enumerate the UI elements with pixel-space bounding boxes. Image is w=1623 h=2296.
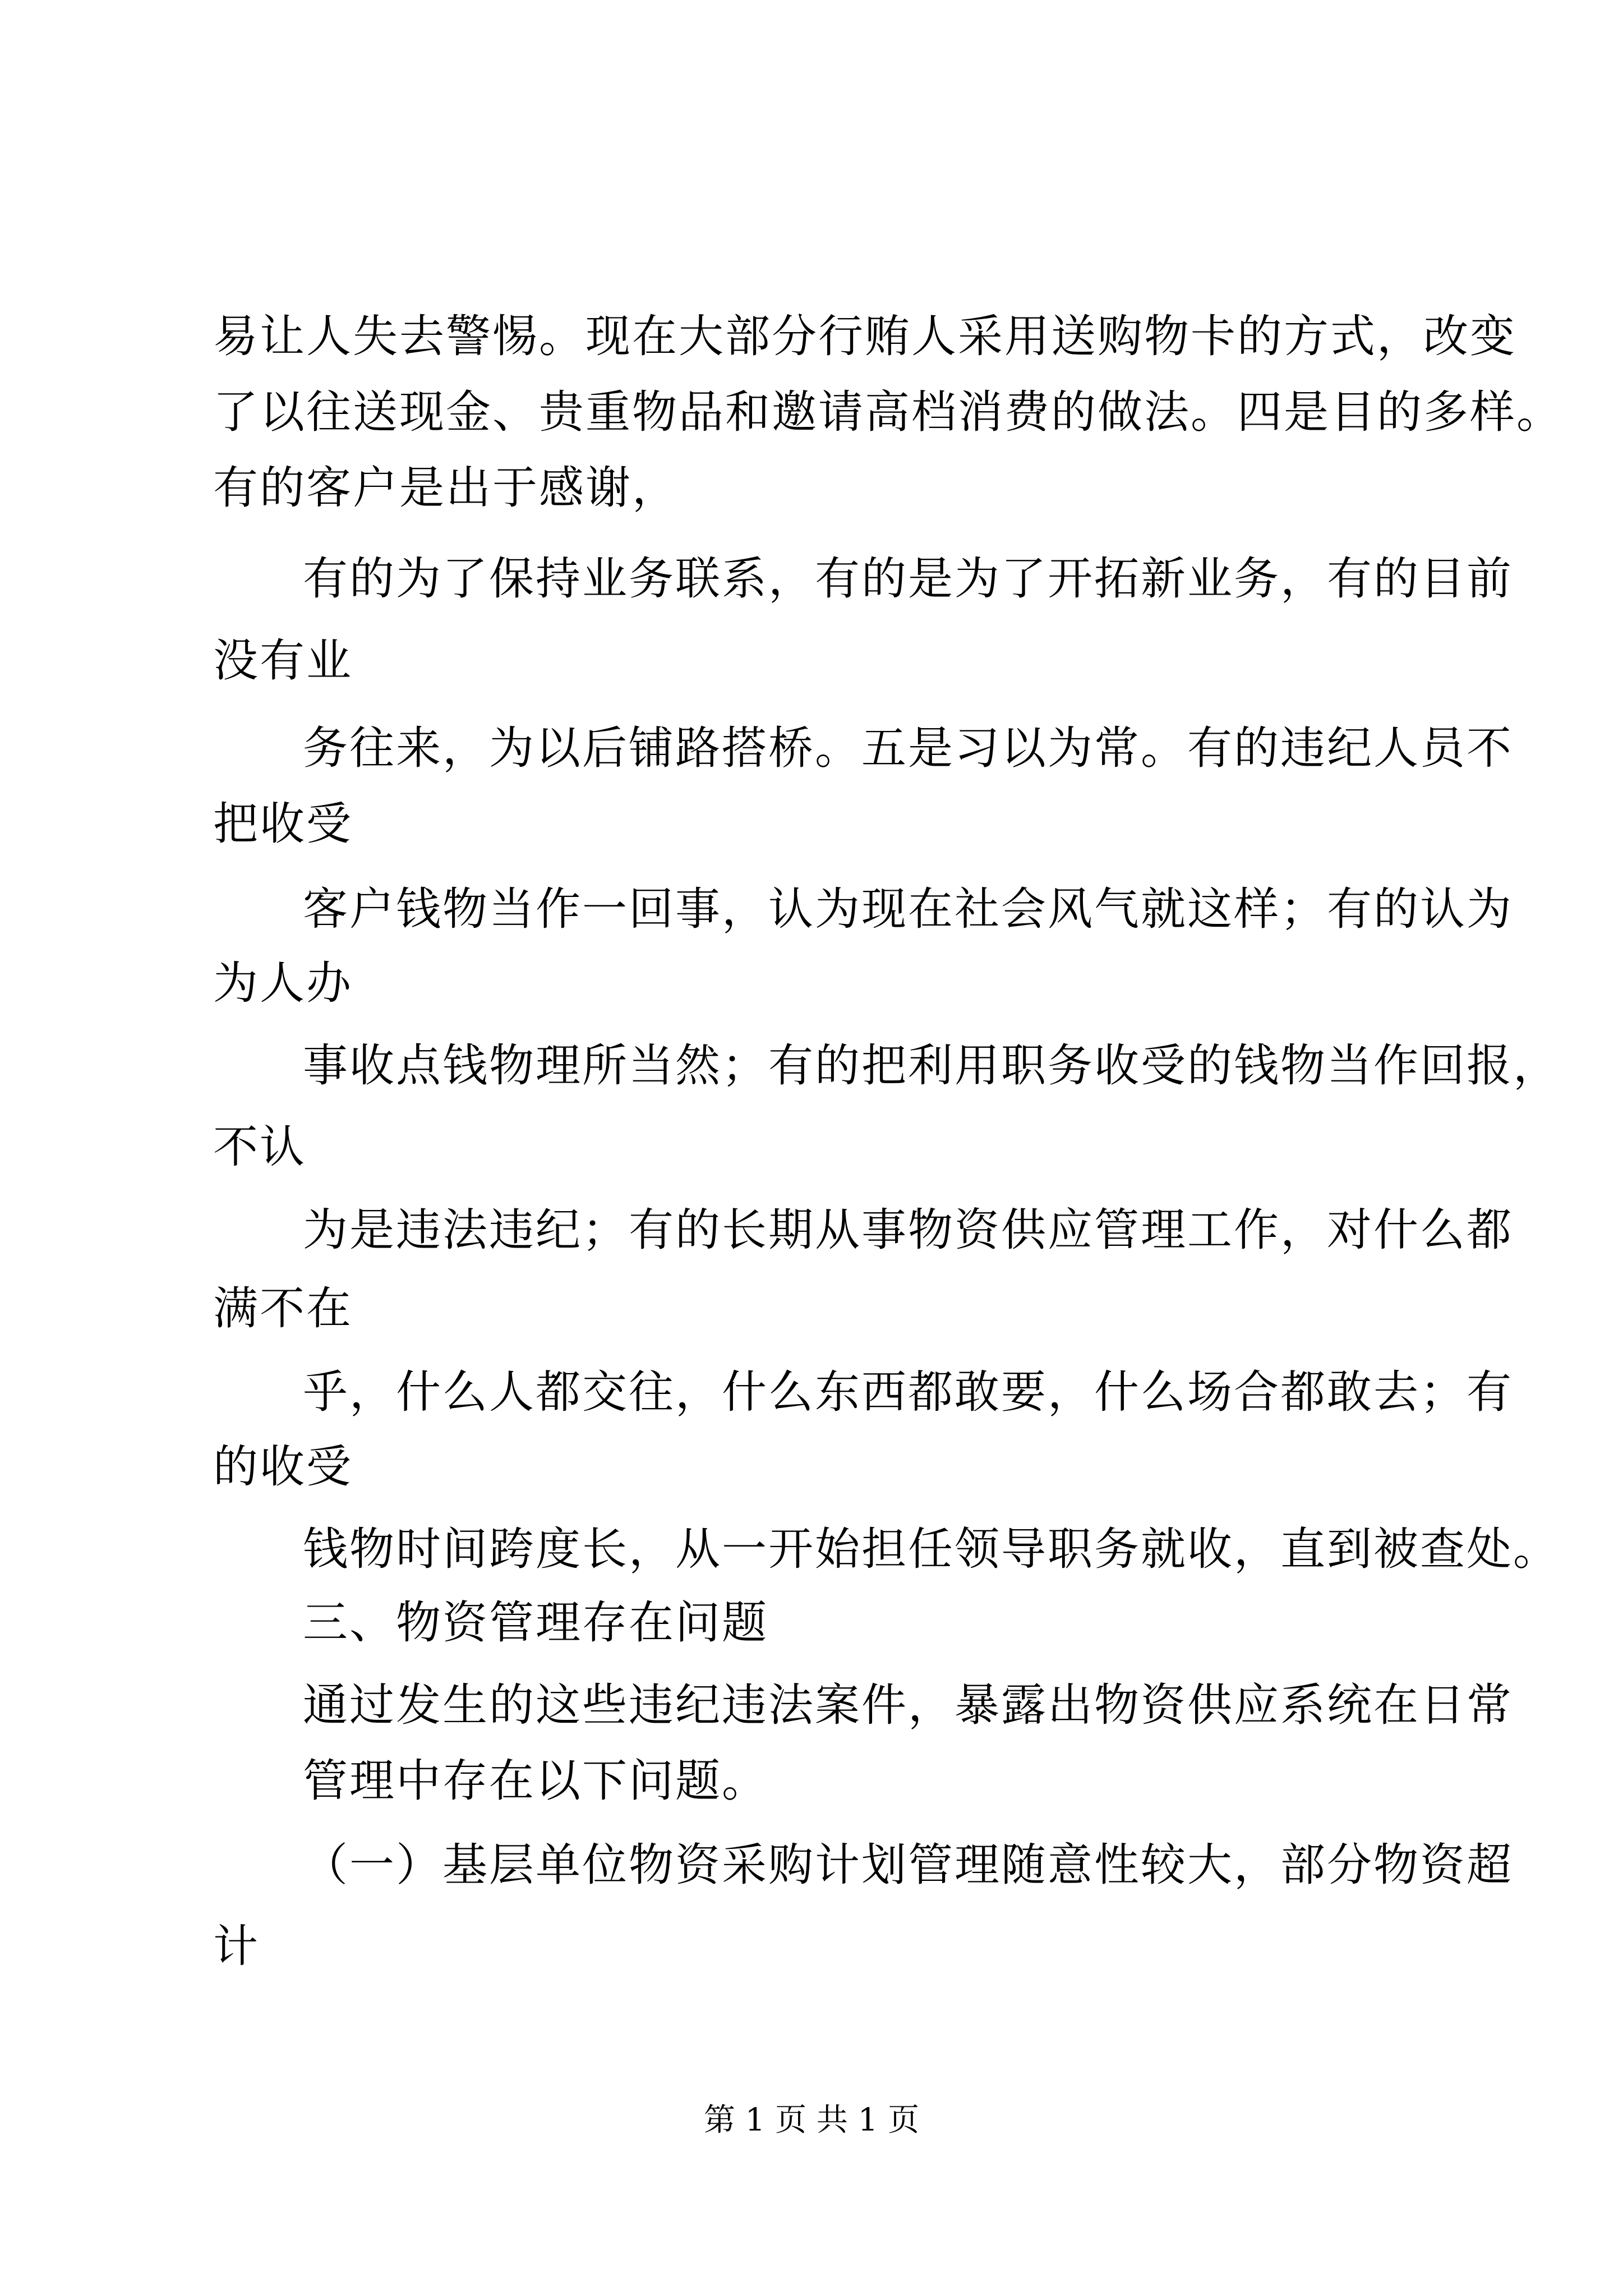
text-line: 的收受 — [213, 1441, 353, 1493]
text-line: 为人办 — [213, 957, 353, 1009]
text-line: 管理中存在以下问题。 — [303, 1755, 768, 1807]
section-heading: 三、物资管理存在问题 — [303, 1596, 768, 1649]
text-line: 乎，什么人都交往，什么东西都敢要，什么场合都敢去；有 — [303, 1366, 1513, 1418]
text-line: 计 — [213, 1920, 260, 1972]
text-line: 满不在 — [213, 1282, 353, 1335]
text-line: 了以往送现金、贵重物品和邀请高档消费的做法。四是目的多样。 — [213, 386, 1563, 438]
text-line: 务往来，为以后铺路搭桥。五是习以为常。有的违纪人员不 — [303, 722, 1513, 774]
text-line: 钱物时间跨度长，从一开始担任领导职务就收，直到被查处。 — [303, 1523, 1560, 1575]
text-line: 易让人失去警惕。现在大部分行贿人采用送购物卡的方式，改变 — [213, 310, 1516, 362]
text-line: 通过发生的这些违纪违法案件，暴露出物资供应系统在日常 — [303, 1679, 1513, 1731]
text-line: 为是违法违纪；有的长期从事物资供应管理工作，对什么都 — [303, 1204, 1513, 1256]
text-line: 有的为了保持业务联系，有的是为了开拓新业务，有的目前 — [303, 553, 1513, 605]
text-line: 客户钱物当作一回事，认为现在社会风气就这样；有的认为 — [303, 883, 1513, 935]
text-line: 把收受 — [213, 798, 353, 850]
text-line: 不认 — [213, 1121, 306, 1173]
text-line: 事收点钱物理所当然；有的把利用职务收受的钱物当作回报， — [303, 1039, 1560, 1092]
text-line: （一）基层单位物资采购计划管理随意性较大，部分物资超 — [303, 1839, 1513, 1891]
page-number-footer: 第 1 页 共 1 页 — [703, 2102, 920, 2138]
text-line: 没有业 — [213, 634, 353, 687]
text-line: 有的客户是出于感谢， — [213, 462, 679, 514]
